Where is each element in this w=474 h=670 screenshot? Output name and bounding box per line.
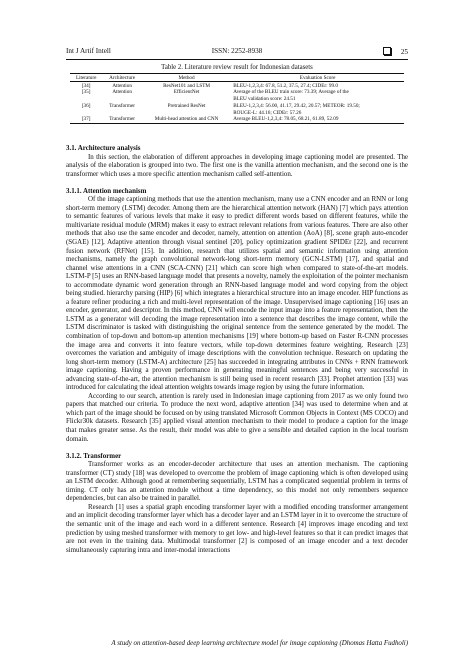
col-header-evaluation: Evaluation Score — [231, 74, 404, 82]
cell-architecture — [102, 96, 142, 103]
section-heading-3-1-2: 3.1.2. Transformer — [66, 451, 122, 460]
journal-name: Int J Artif Intell — [66, 47, 111, 55]
cell-literature: [35] — [81, 89, 91, 96]
cell-score: Average of the BLEU train score: 73.39; Average of the — [233, 89, 349, 96]
paragraph: In this section, the elaboration of different approaches in developing image captioning model are presented. The analysis of the elaboration is grouped into two. The first one is the vanilla attention mechanism, and the second one is the transformer which uses a more specific attention mechanism called self-attention. — [66, 152, 408, 178]
table-row — [70, 89, 404, 96]
running-footer: A study on attention-based deep learning architecture model for image captioning (Dhomas Hatta Fudholi) — [111, 640, 408, 647]
table-row — [70, 82, 404, 89]
section-heading-3-1: 3.1. Architecture analysis — [66, 144, 141, 152]
cell-literature — [70, 109, 102, 116]
cell-literature — [70, 96, 102, 103]
cell-method: Pretrained ResNet — [167, 102, 206, 109]
cell-score: BLEU-1,2,3,4: 67.8, 51.2, 37.5, 27.4; CIDEr: 99.0 — [233, 82, 338, 89]
cell-architecture: Transformer — [102, 116, 142, 123]
table-row — [70, 96, 404, 103]
running-header — [66, 47, 408, 59]
issn-label: ISSN: 2252-8938 — [211, 47, 263, 55]
square-mark-icon — [383, 47, 391, 55]
cell-method — [142, 109, 231, 116]
cell-method — [142, 96, 231, 103]
cell-literature: [37] — [70, 116, 102, 123]
cell-score: BLEU validation score: 24.51 — [233, 96, 296, 103]
col-header-literature: Literature — [70, 74, 102, 82]
cell-method: ResNet101 and LSTM — [163, 82, 211, 89]
cell-literature: [36] — [81, 102, 91, 109]
cell-score: Average BLEU-1,2,3,4: 78.05, 68.21, 61.89, 52.09 — [231, 116, 404, 123]
paragraph: Research [1] uses a spatial graph encoding transformer layer with a modified encoding transformer arrangement and an implicit decoding transformer layer which has a decoder layer and an LSTM layer in it to overcome the structure of the semantic unit of the image and each word in a different sentence. Research [4] improves image encoding and text prediction by using meshed transformer with memory to get low- and high-level features so that it can predict images that are not even in the training data. Multimodal transformer [2] is composed of an image encoder and a text decoder simultaneously capturing intra and inter-modal interactions — [66, 502, 408, 554]
page-number: 25 — [400, 48, 408, 56]
cell-score: BLEU-1,2,3,4: 56.00, 41.17, 29.42, 20.57; METEOR: 19.50; — [233, 102, 360, 109]
spacer — [66, 443, 408, 452]
cell-literature: [34] — [81, 82, 91, 89]
literature-table — [70, 73, 404, 124]
cell-score: ROUGE-L: 44.16; CIDEr: 57.26 — [233, 109, 302, 116]
body-text — [66, 144, 408, 554]
cell-architecture: Transformer — [109, 102, 135, 109]
col-header-method: Method — [142, 74, 231, 82]
cell-architecture: Attention — [112, 89, 132, 96]
cell-method: Multi-head attention and CNN — [142, 116, 231, 123]
paragraph: Transformer works as an encoder-decoder architecture that uses an attention mechanism. The captioning transformer (CT) study [18] was developed to overcome the problem of image captioning which is often developed using an LSTM decoder. Although good at remembering sequentially, LSTM has a complicated sequential problem in terms of timing. CT only has an attention module without a time dependency, so this model not only remembers sequence dependencies, but can also be trained in parallel. — [66, 460, 408, 503]
paragraph: Of the image captioning methods that use the attention mechanism, many use a CNN encoder and an RNN or long short-term memory (LSTM) decoder. Among them are the hierarchical attention network (HAN) [7] which pays attention to semantic features of various levels that make it easy to predict different words based on different features, while the multivariate residual module (MRM) makes it easy to extract relevant relations from various features. There are also other methods that also use the same encoder and decoder, namely, attention on attention (AoA) [8], scene graph auto-encoder (SGAE) [12], Adaptive attention through visual sentinel [20], policy optimization gradient SPIDEr [22], and recurrent fusion network (RFNet) [15]. In addition, research that utilizes spatial and semantic information using attention mechanisms, namely the graph convolutional network-long short-term memory (GCN-LSTM) [17], and spatial and channel wise attentions in a CNN (SCA-CNN) [21] which can score high when compared to state-of-the-art models. LSTM-P [5] uses an RNN-based language model that presents a novelty, namely the exploitation of the pointer mechanism to accommodate dynamic word generation through an RNN-based language model and word copying from the object being studied. hierarchy parsing (HIP) [6] which integrates a hierarchical structure into an image encoder. HIP functions as a feature refiner producing a rich and multi-level representation of the image. Unsupervised image captioning [16] uses an encoder, generator, and descriptor. In this method, CNN will encode the input image into a feature representation, then the LSTM as a generator will decoding the image representation into a sentence that describes the image content, while the LSTM discriminator is tasked with distinguishing the original sentence from the sentence generated by the model. The combination of top-down and bottom-up attention mechanisms [19] where bottom-up based on Faster R-CNN processes the image area and converts it into feature vectors, while top-down determines feature weighting. Research [23] overcomes the variation and ambiguity of image descriptions with the convolution technique. Research on updating the long short-term memory (LSTM-A) architecture [25] has succeeded in integrating attributes in CNNs + RNN framework image captioning. Having a proven performance in generating meaningful sentences and being very successful in advancing state-of-the-art, the attention mechanism is still being used in recent research [33]. Prophet attention [33] was introduced for calculating the ideal attention weights towards image region by using the future information. — [66, 195, 408, 392]
spacer — [66, 178, 408, 187]
table-header-row — [70, 74, 404, 82]
cell-architecture: Attention — [112, 82, 132, 89]
col-header-architecture: Architecture — [102, 74, 142, 82]
cell-method: EfficientNet — [173, 89, 200, 96]
table-caption: Table 2. Literature review result for Indonesian datasets — [161, 64, 313, 71]
table-row — [70, 103, 404, 110]
paragraph: According to our search, attention is rarely used in Indonesian image captioning from 2017 as we only found two papers that matched our criteria. To produce the next word, adaptive attention [34] was used to determine when and at which part of the image should be focused on by using translated Microsoft Common Objects in Context (MS COCO) and Flickr30k datasets. Research [35] applied visual attention mechanism to their model to produce a caption for the image that makes greater sense. As the result, their model was able to give a sensible and detailed caption in the local tourism domain. — [66, 391, 408, 443]
section-heading-3-1-1: 3.1.1. Attention mechanism — [66, 186, 147, 195]
table-row — [70, 116, 404, 123]
page-number-group — [383, 47, 408, 56]
header-divider — [66, 59, 408, 60]
